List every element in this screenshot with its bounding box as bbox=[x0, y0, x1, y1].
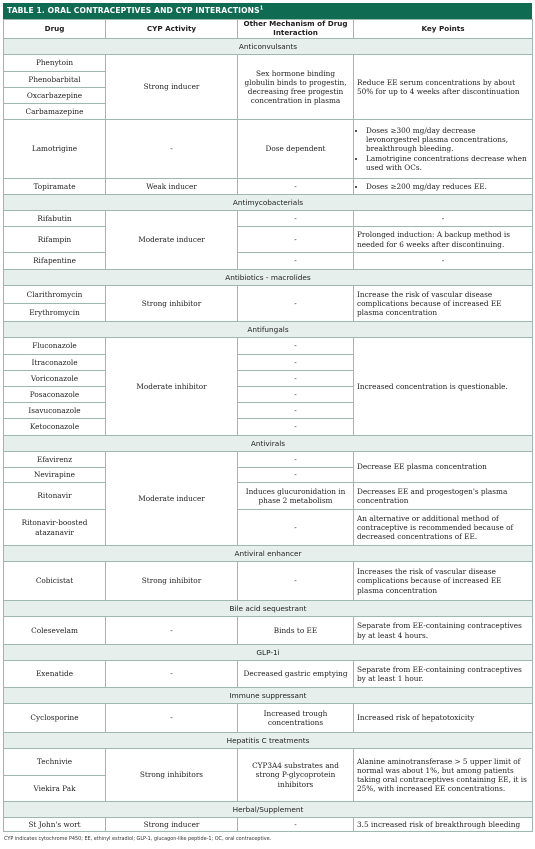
table-row bbox=[4, 227, 533, 253]
drug-cell: Ritonavir bbox=[4, 483, 106, 510]
cyp-cell: Weak inducer bbox=[106, 179, 238, 195]
section-row bbox=[4, 645, 533, 661]
header-drug: Drug bbox=[4, 20, 106, 39]
mechanism-cell: - bbox=[238, 818, 354, 832]
section-row bbox=[4, 195, 533, 211]
cyp-cell: Moderate inducer bbox=[106, 211, 238, 270]
mechanism-cell: Increased trough concentrations bbox=[238, 704, 354, 733]
table-row bbox=[4, 211, 533, 227]
table-row bbox=[4, 452, 533, 468]
drug-cell: Oxcarbazepine bbox=[4, 88, 106, 104]
drug-cell: Topiramate bbox=[4, 179, 106, 195]
key-points-cell: Decrease EE plasma concentration bbox=[354, 452, 533, 483]
section-title: Anticonvulsants bbox=[4, 39, 533, 55]
footnote: CYP indicates cytochrome P450; EE, ethinyl estradiol; GLP-1, glucagon-like peptide-1; OC, oral contraceptive. bbox=[4, 836, 272, 842]
drug-cell: Carbamazepine bbox=[4, 104, 106, 120]
table-row bbox=[4, 818, 533, 832]
mechanism-cell: - bbox=[238, 227, 354, 253]
key-points-cell: Alanine aminotransferase > 5 upper limit of normal was about 1%, but among patients taking oral contraceptives containing EE, it is 25%, with increased EE concentrations. bbox=[354, 749, 533, 802]
list-item: • Doses ≥300 mg/day decrease levonorgestrel plasma concentrations, breakthrough bleeding. bbox=[366, 126, 529, 154]
drug-cell: Ritonavir-boosted atazanavir bbox=[4, 510, 106, 546]
drug-cell: Nevirapine bbox=[4, 468, 106, 483]
key-points-cell bbox=[354, 179, 533, 195]
section-row bbox=[4, 436, 533, 452]
section-title: Immune suppressant bbox=[4, 688, 533, 704]
drug-cell: Phenobarbital bbox=[4, 72, 106, 88]
section-row bbox=[4, 546, 533, 562]
cyp-cell: Moderate inhibitor bbox=[106, 338, 238, 436]
drug-cell: Colesevelam bbox=[4, 617, 106, 645]
header-mechanism: Other Mechanism of Drug Interaction bbox=[238, 20, 354, 39]
cyp-cell: Strong inhibitor bbox=[106, 562, 238, 601]
key-points-list bbox=[357, 182, 529, 191]
drug-cell: Phenytoin bbox=[4, 55, 106, 72]
table-row bbox=[4, 749, 533, 776]
mechanism-cell: - bbox=[238, 419, 354, 436]
mechanism-cell: - bbox=[238, 179, 354, 195]
table-row bbox=[4, 253, 533, 270]
cyp-cell: Strong inducer bbox=[106, 818, 238, 832]
mechanism-cell: - bbox=[238, 371, 354, 387]
mechanism-cell: CYP3A4 substrates and strong P-glycoprotein inhibitors bbox=[238, 749, 354, 802]
drug-cell: Isavuconazole bbox=[4, 403, 106, 419]
section-title: Antivirals bbox=[4, 436, 533, 452]
mechanism-cell: Dose dependent bbox=[238, 120, 354, 179]
table-row bbox=[4, 286, 533, 304]
key-points-cell: - bbox=[354, 211, 533, 227]
mechanism-cell: - bbox=[238, 355, 354, 371]
cyp-cell: - bbox=[106, 617, 238, 645]
table-row bbox=[4, 661, 533, 688]
header-key-points: Key Points bbox=[354, 20, 533, 39]
table-row bbox=[4, 562, 533, 601]
drug-cell: St John's wort bbox=[4, 818, 106, 832]
table-row bbox=[4, 120, 533, 179]
mechanism-cell: - bbox=[238, 452, 354, 468]
table-row bbox=[4, 617, 533, 645]
section-row bbox=[4, 688, 533, 704]
key-points-cell: Increased concentration is questionable. bbox=[354, 338, 533, 436]
mechanism-cell: - bbox=[238, 211, 354, 227]
section-row bbox=[4, 270, 533, 286]
section-row bbox=[4, 39, 533, 55]
drug-cell: Itraconazole bbox=[4, 355, 106, 371]
mechanism-cell: Binds to EE bbox=[238, 617, 354, 645]
cyp-cell: - bbox=[106, 704, 238, 733]
key-points-cell: Separate from EE-containing contraceptives by at least 4 hours. bbox=[354, 617, 533, 645]
section-title: Bile acid sequestrant bbox=[4, 601, 533, 617]
cyp-cell: Strong inducer bbox=[106, 55, 238, 120]
drug-cell: Rifabutin bbox=[4, 211, 106, 227]
header-cyp: CYP Activity bbox=[106, 20, 238, 39]
key-points-list bbox=[357, 126, 529, 172]
key-points-cell: Increase the risk of vascular disease complications because of increased EE plasma concentration bbox=[354, 286, 533, 322]
drug-cell: Clarithromycin bbox=[4, 286, 106, 304]
drug-cell: Cobicistat bbox=[4, 562, 106, 601]
cyp-cell: - bbox=[106, 120, 238, 179]
drug-cell: Technivie bbox=[4, 749, 106, 776]
key-points-cell: 3.5 increased risk of breakthrough bleeding bbox=[354, 818, 533, 832]
section-title: GLP-1i bbox=[4, 645, 533, 661]
mechanism-cell: Induces glucuronidation in phase 2 metabolism bbox=[238, 483, 354, 510]
title-reference: 1 bbox=[259, 5, 264, 12]
key-points-cell: Prolonged induction: A backup method is needed for 6 weeks after discontinuing. bbox=[354, 227, 533, 253]
section-row bbox=[4, 733, 533, 749]
header-row bbox=[4, 20, 533, 39]
mechanism-cell: - bbox=[238, 387, 354, 403]
drug-cell: Rifampin bbox=[4, 227, 106, 253]
key-points-cell bbox=[354, 120, 533, 179]
mechanism-cell: - bbox=[238, 562, 354, 601]
key-points-cell: Increased risk of hepatotoxicity bbox=[354, 704, 533, 733]
drug-cell: Fluconazole bbox=[4, 338, 106, 355]
section-row bbox=[4, 802, 533, 818]
list-item: • Lamotrigine concentrations decrease when used with OCs. bbox=[366, 154, 529, 172]
cyp-cell: Strong inhibitor bbox=[106, 286, 238, 322]
mechanism-cell: - bbox=[238, 253, 354, 270]
drug-cell: Voriconazole bbox=[4, 371, 106, 387]
mechanism-cell: - bbox=[238, 510, 354, 546]
cyp-cell: Moderate inducer bbox=[106, 452, 238, 546]
mechanism-cell: - bbox=[238, 468, 354, 483]
mechanism-cell: - bbox=[238, 338, 354, 355]
table-title-text: TABLE 1. ORAL CONTRACEPTIVES AND CYP INTERACTIONS bbox=[7, 6, 260, 15]
table-row bbox=[4, 55, 533, 72]
section-title: Hepatitis C treatments bbox=[4, 733, 533, 749]
section-title: Antifungals bbox=[4, 322, 533, 338]
mechanism-cell: - bbox=[238, 286, 354, 322]
list-item: • Doses ≥200 mg/day reduces EE. bbox=[366, 182, 529, 191]
table-row bbox=[4, 179, 533, 195]
drug-cell: Viekira Pak bbox=[4, 776, 106, 802]
mechanism-cell: Decreased gastric emptying bbox=[238, 661, 354, 688]
mechanism-cell: Sex hormone binding globulin binds to progestin, decreasing free progestin concentration in plasma bbox=[238, 55, 354, 120]
cyp-cell: - bbox=[106, 661, 238, 688]
section-row bbox=[4, 601, 533, 617]
table-row bbox=[4, 483, 533, 510]
key-points-cell: Reduce EE serum concentrations by about 50% for up to 4 weeks after discontinuation bbox=[354, 55, 533, 120]
section-title: Antiviral enhancer bbox=[4, 546, 533, 562]
section-title: Antimycobacterials bbox=[4, 195, 533, 211]
section-title: Antibiotics - macrolides bbox=[4, 270, 533, 286]
drug-cell: Efavirenz bbox=[4, 452, 106, 468]
drug-cell: Posaconazole bbox=[4, 387, 106, 403]
drug-cell: Ketoconazole bbox=[4, 419, 106, 436]
cyp-cell: Strong inhibitors bbox=[106, 749, 238, 802]
section-row bbox=[4, 322, 533, 338]
table-row bbox=[4, 510, 533, 546]
key-points-cell: Decreases EE and progestogen's plasma concentration bbox=[354, 483, 533, 510]
drug-cell: Rifapentine bbox=[4, 253, 106, 270]
key-points-cell: Separate from EE-containing contraceptives by at least 1 hour. bbox=[354, 661, 533, 688]
key-points-cell: Increases the risk of vascular disease complications because of increased EE plasma concentration bbox=[354, 562, 533, 601]
key-points-cell: - bbox=[354, 253, 533, 270]
key-points-cell: An alternative or additional method of contraceptive is recommended because of decreased concentrations of EE. bbox=[354, 510, 533, 546]
interactions-table bbox=[3, 19, 533, 832]
drug-cell: Lamotrigine bbox=[4, 120, 106, 179]
mechanism-cell: - bbox=[238, 403, 354, 419]
drug-cell: Cyclosporine bbox=[4, 704, 106, 733]
table-row bbox=[4, 704, 533, 733]
table-title bbox=[3, 3, 532, 19]
drug-cell: Exenatide bbox=[4, 661, 106, 688]
drug-cell: Erythromycin bbox=[4, 304, 106, 322]
table-row bbox=[4, 338, 533, 355]
section-title: Herbal/Supplement bbox=[4, 802, 533, 818]
